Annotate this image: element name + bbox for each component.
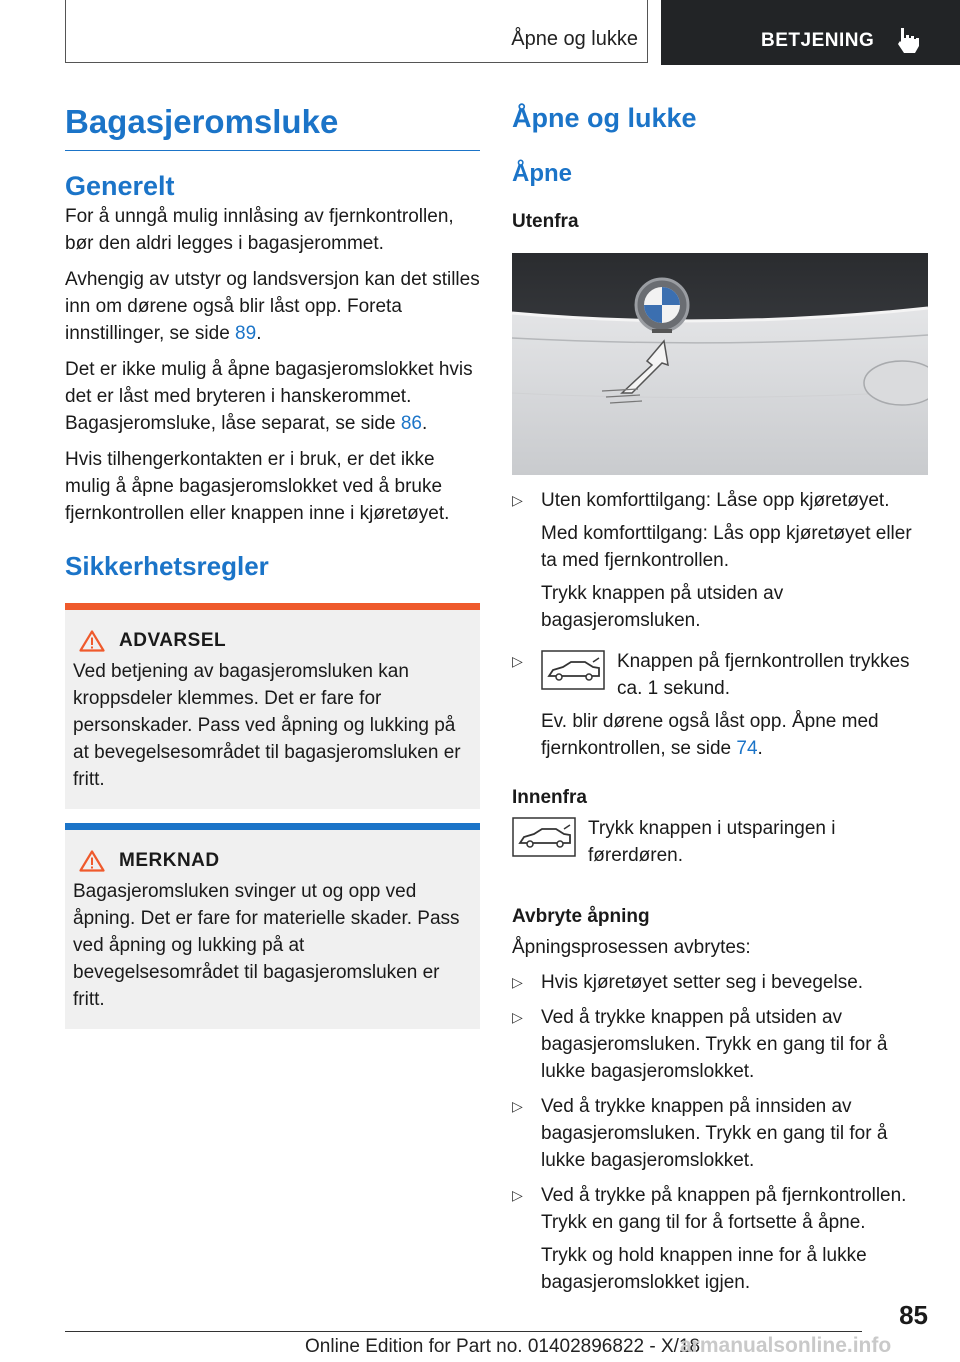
bullet-triangle-icon: ▷ <box>512 653 523 669</box>
warning-box <box>65 603 480 809</box>
trunk-button-icon <box>512 817 576 857</box>
generelt-paragraph-2: Avhengig av utstyr og landsversjon kan det stilles inn om dørene også blir låst opp. Foreta innstillinger, se side 89. <box>65 269 480 344</box>
list-item <box>512 648 928 762</box>
pointing-hand-icon <box>895 26 921 54</box>
warning-header <box>73 630 472 652</box>
page-link-86[interactable]: 86 <box>400 413 422 434</box>
list-item <box>512 1182 928 1296</box>
list-item-text: Ved å trykke knappen på utsiden av bagasjeromsluken. Trykk en gang til for å lukke bagasjeromslokket. <box>541 1007 888 1082</box>
utenfra-list <box>512 487 928 762</box>
page-link-89[interactable]: 89 <box>235 323 257 344</box>
utenfra-heading: Utenfra <box>512 211 579 232</box>
innenfra-heading: Innenfra <box>512 787 587 808</box>
note-title: MERKNAD <box>119 850 220 871</box>
footer-divider <box>65 1331 862 1332</box>
list-item-text: Uten komforttilgang: Låse opp kjøretøyet. <box>541 490 890 511</box>
list-item-text: Ev. blir dørene også låst opp. Åpne med fjernkontrollen, se side 74. <box>541 711 879 759</box>
note-header <box>73 850 472 872</box>
list-item-text: Knappen på fjernkontrollen trykkes ca. 1 sekund. <box>617 651 910 699</box>
page-title: Bagasjeromsluke <box>65 100 480 151</box>
list-item <box>512 1004 928 1085</box>
bullet-triangle-icon: ▷ <box>512 1098 523 1114</box>
header-section-title: Åpne og lukke <box>511 28 638 50</box>
section-title: Åpne og lukke <box>512 103 697 133</box>
list-item-text: Hvis kjøretøyet setter seg i bevegelse. <box>541 972 864 993</box>
watermark: armanualsonline.info <box>680 1334 892 1357</box>
page-number: 85 <box>899 1300 928 1330</box>
avbryt-list <box>512 969 928 1296</box>
warning-triangle-icon <box>79 630 105 652</box>
list-item-text: Ved å trykke på knappen på fjernkontrollen. Trykk en gang til for å fortsette å åpne. <box>541 1185 907 1233</box>
note-box <box>65 823 480 1029</box>
page-link-74[interactable]: 74 <box>736 738 758 759</box>
list-item <box>512 1093 928 1174</box>
header-chapter-label: BETJENING <box>761 30 875 51</box>
trunk-button-icon <box>541 650 605 690</box>
bullet-triangle-icon: ▷ <box>512 492 523 508</box>
list-item <box>512 487 928 634</box>
avbryt-heading: Avbryte åpning <box>512 906 650 927</box>
note-text: Bagasjeromsluken svinger ut og opp ved åpning. Det er fare for materielle skader. Pass ved åpning og lukking på at bevegelsesområdet til bagasjeromsluken er fritt. <box>73 881 460 1010</box>
avbryt-intro: Åpningsprosessen avbrytes: <box>512 937 751 958</box>
generelt-paragraph-4: Hvis tilhengerkontakten er i bruk, er det ikke mulig å åpne bagasjeromslokket ved å bruke fjernkontrollen eller knappen inne i kjøretøyet. <box>65 449 450 524</box>
generelt-paragraph-3-text: Det er ikke mulig å åpne bagasjeromslokket hvis det er låst med bryteren i hanskerommet. Bagasjeromsluke, låse separat, se side <box>65 359 473 434</box>
innenfra-instruction <box>512 815 928 869</box>
bullet-triangle-icon: ▷ <box>512 1187 523 1203</box>
aapne-heading: Åpne <box>512 160 572 187</box>
list-item-text: Med komforttilgang: Lås opp kjøretøyet eller ta med fjernkontrollen. <box>541 523 912 571</box>
header-chapter-tab <box>661 0 960 65</box>
left-column <box>65 100 480 1029</box>
warning-title: ADVARSEL <box>119 630 227 651</box>
generelt-heading: Generelt <box>65 171 175 201</box>
list-item <box>512 969 928 996</box>
sikkerhetsregler-heading: Sikkerhetsregler <box>65 551 269 581</box>
innenfra-text: Trykk knappen i utsparingen i førerdøren. <box>588 818 836 866</box>
footer-edition: Online Edition for Part no. 01402896822 - X/18 <box>305 1336 701 1357</box>
list-item-text: Ved å trykke knappen på innsiden av bagasjeromsluken. Trykk en gang til for å lukke bagasjeromslokket. <box>541 1096 888 1171</box>
trunk-photo-illustration <box>512 253 928 475</box>
bullet-triangle-icon: ▷ <box>512 974 523 990</box>
generelt-paragraph-1: For å unngå mulig innlåsing av fjernkontrollen, bør den aldri legges i bagasjerommet. <box>65 206 454 254</box>
trunk-button-photo <box>512 253 928 475</box>
warning-triangle-icon <box>79 850 105 872</box>
right-column <box>512 100 928 1310</box>
generelt-paragraph-3: Det er ikke mulig å åpne bagasjeromslokket hvis det er låst med bryteren i hanskerommet. Bagasjeromsluke, låse separat, se side 86. <box>65 359 473 434</box>
generelt-paragraph-2-text: Avhengig av utstyr og landsversjon kan det stilles inn om dørene også blir låst opp. Foreta innstillinger, se side <box>65 269 480 344</box>
list-item-text-body: Ev. blir dørene også låst opp. Åpne med fjernkontrollen, se side <box>541 711 879 759</box>
list-item-text: Trykk knappen på utsiden av bagasjeromsluken. <box>541 583 784 631</box>
list-item-text: Trykk og hold knappen inne for å lukke bagasjeromslokket igjen. <box>541 1245 867 1293</box>
warning-text: Ved betjening av bagasjeromsluken kan kroppsdeler klemmes. Det er fare for personskader. Pass ved åpning og lukking på at bevegelsesområdet til bagasjeromsluken er fritt. <box>73 661 461 790</box>
bullet-triangle-icon: ▷ <box>512 1009 523 1025</box>
